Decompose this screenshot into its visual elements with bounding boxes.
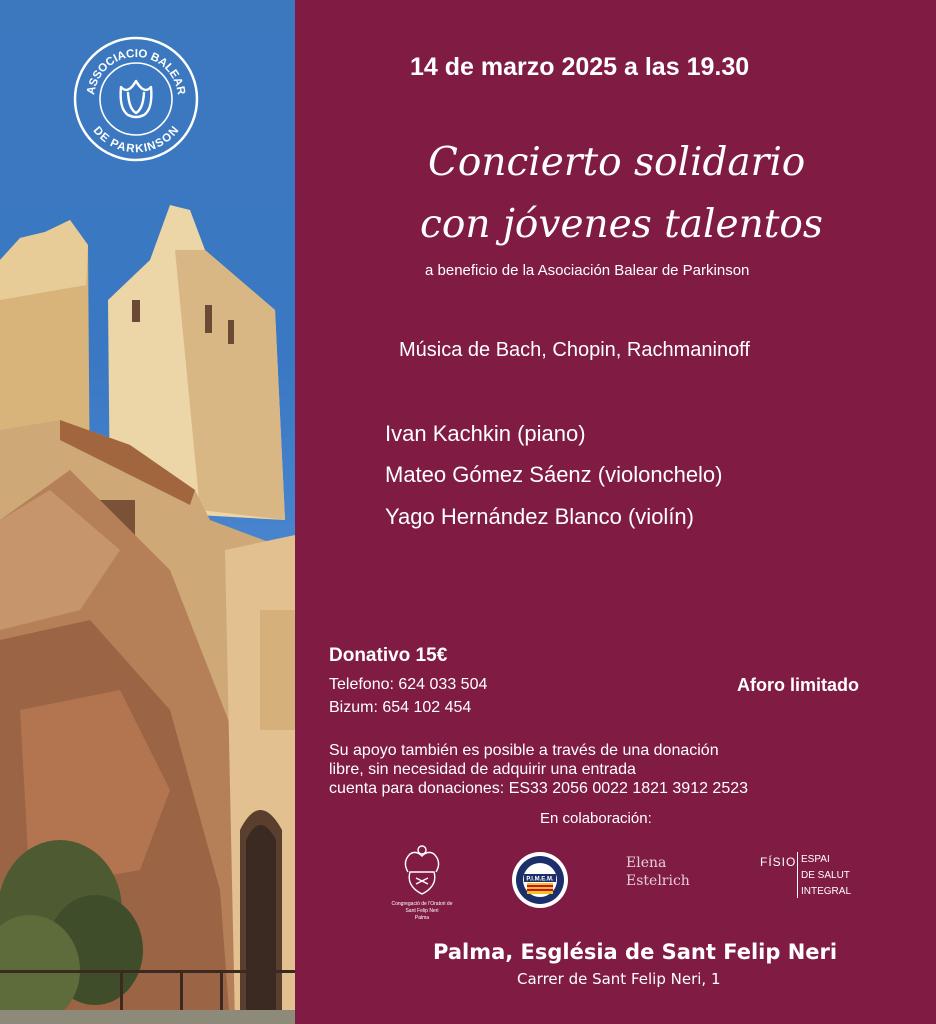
fisio-line: DE SALUT (801, 870, 850, 881)
church-watercolor-painting (0, 190, 295, 1024)
pimem-logo (510, 850, 570, 910)
donation-account: cuenta para donaciones: ES33 2056 0022 1821 3912 2523 (329, 780, 749, 797)
bizum-number: Bizum: 654 102 454 (329, 699, 472, 716)
fisio-line: INTEGRAL (801, 886, 852, 897)
support-text-line2: libre, sin necesidad de adquirir una entrada (329, 761, 636, 778)
oratori-sant-felip-neri-logo (386, 842, 458, 934)
event-subtitle: a beneficio de la Asociación Balear de Parkinson (425, 262, 750, 279)
painting-panel (0, 0, 295, 1024)
donation-price: Donativo 15€ (329, 645, 448, 666)
collaboration-label: En colaboración: (540, 810, 652, 827)
capacity-note: Aforo limitado (737, 675, 859, 695)
event-date: 14 de marzo 2025 a las 19.30 (410, 53, 750, 81)
crest-icon (405, 846, 438, 894)
performer: Ivan Kachkin (piano) (385, 421, 586, 446)
estelrich-text: Estelrich (626, 873, 690, 889)
venue-name: Palma, Església de Sant Felip Neri (433, 940, 838, 964)
logo-top-text: ASSOCIACIO BALEAR (85, 47, 187, 96)
parkinson-association-logo (72, 35, 200, 163)
support-text-line1: Su apoyo también es posible a través de una donación (329, 742, 719, 759)
logo-bottom-text: DE PARKINSON (90, 124, 182, 156)
music-program: Música de Bach, Chopin, Rachmaninoff (399, 339, 750, 361)
event-title-line2: con jóvenes talentos (420, 202, 823, 247)
fisio-logo-text (801, 852, 851, 900)
performer: Yago Hernández Blanco (violín) (385, 504, 694, 529)
oratori-text-1: Congregació de l'Oratori de (391, 901, 453, 907)
fisio-line: ESPAI (801, 854, 830, 865)
oratori-text-3: Palma (414, 915, 430, 921)
venue-address: Carrer de Sant Felip Neri, 1 (517, 970, 721, 988)
phone-number: Telefono: 624 033 504 (329, 676, 488, 693)
svg-text:ASSOCIACIO BALEAR (85, 48, 187, 96)
elena-text: Elena (626, 855, 667, 871)
pimem-text: P.I.M.E.M. (526, 876, 554, 883)
performer: Mateo Gómez Sáenz (violonchelo) (385, 462, 723, 487)
oratori-text-2: Sant Felip Neri (405, 908, 439, 914)
event-title-line1: Concierto solidario (428, 140, 806, 185)
fisio-divider (797, 852, 798, 898)
elena-estelrich-logo (626, 854, 690, 890)
fisio-logo-word: FÍSIO (760, 855, 797, 869)
tulip-icon (121, 81, 152, 117)
